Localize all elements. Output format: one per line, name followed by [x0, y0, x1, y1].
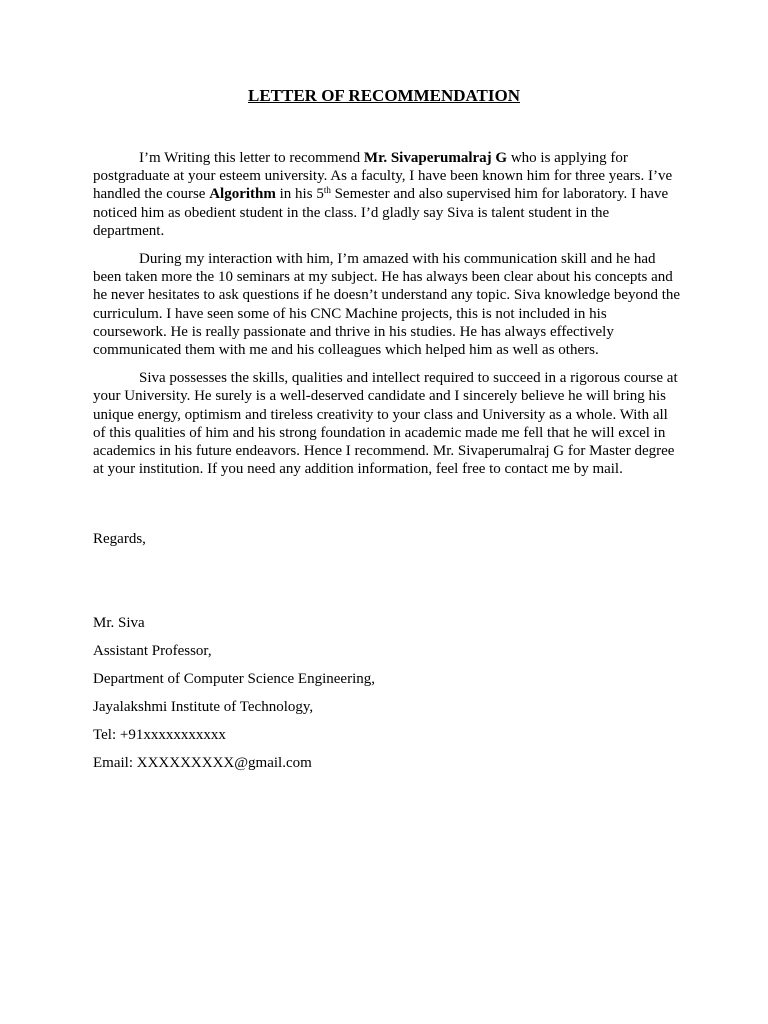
letter-title: LETTER OF RECOMMENDATION	[247, 86, 521, 105]
signer-position: Assistant Professor,	[93, 643, 212, 659]
p1-text-a: I’m Writing this letter to recommend	[139, 150, 364, 166]
signer-institute: Jayalakshmi Institute of Technology,	[93, 699, 314, 715]
paragraph-2: During my interaction with him, I’m amazed with his communication skill and he had been taken more the 10 seminars at my subject. He has always been clear about his concepts and he never hesitates to ask questions if he doesn’t understand any topic. Siva knowledge beyond the curriculum. I have seen some of his CNC Machine projects, this is not included in his coursework. He is really passionate and thrive in his studies. He has always effectively communicated them with me and his colleagues which helped him as well as others.	[93, 251, 681, 359]
signer-name: Mr. Siva	[93, 615, 145, 631]
signer-department: Department of Computer Science Engineering,	[93, 671, 375, 687]
signer-tel: Tel: +91xxxxxxxxxxx	[93, 727, 226, 743]
paragraph-3: Siva possesses the skills, qualities and intellect required to succeed in a rigorous course at your University. He surely is a well-deserved candidate and I sincerely believe he will bring his unique energy, optimism and tireless creativity to your class and University as a whole. With all of this qualities of him and his strong foundation in academic made me fell that he will excel in academics in his future endeavors. Hence I recommend. Mr. Sivaperumalraj G for Master degree at your institution. If you need any addition information, feel free to contact me by mail.	[93, 370, 678, 478]
paragraph-1	[93, 149, 681, 240]
signer-email: Email: XXXXXXXXX@gmail.com	[93, 755, 312, 771]
ordinal-suffix: th	[323, 185, 331, 196]
p1-text-e: in his 5	[275, 186, 324, 203]
closing-regards: Regards,	[93, 531, 146, 547]
candidate-name: Mr. Sivaperumalraj G	[363, 150, 508, 166]
letter-body	[93, 149, 681, 488]
p1-text-c: who is applying for postgraduate at your esteem university. As a faculty, I have been known him for three years. I’ve handled the course	[93, 150, 673, 203]
signature-block	[93, 614, 681, 782]
course-name: Algorithm	[209, 186, 276, 203]
p1-text-f: Semester and also supervised him for laboratory. I have noticed him as obedient student in the class. I’d gladly say Siva is talent student in the department.	[93, 186, 669, 239]
